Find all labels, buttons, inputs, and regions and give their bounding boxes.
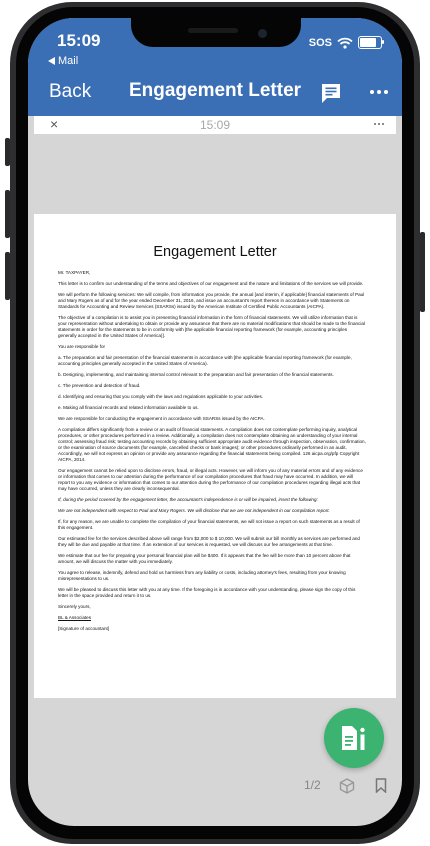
document-paragraph: A compilation differs significantly from a review or an audit of financial statements. A compilation does not contemplate performing inquiry, analytical procedures, or other procedures performed in a review. Additionally, a compilation does not contemplate obtaining an understanding of your internal control; assessing fraud risk; testing accounting records by obtaining sufficient appropriate audit evidence through inspection, observation, confirmation, or the examination of source documents (for example, cancelled checks or bank images); or other procedures ordinarily performed in an audit. Accordingly, we will not express an opinion or provide any assurance regarding the financial statements being compiled. 126 aicpa.org/pfp Copyright AICPA, 2014. (58, 427, 366, 462)
close-icon[interactable]: × (50, 116, 59, 132)
document-paragraph: We will be pleased to discuss this letter with you at any time. If the foregoing is in accordance with your understanding, please sign the copy of this letter in the space provided and return it to us. (58, 587, 356, 598)
power-button (420, 232, 425, 312)
viewer-time: 15:09 (199, 118, 231, 132)
back-to-mail-link[interactable] (48, 55, 78, 67)
viewer-more-icon[interactable] (374, 123, 384, 125)
document-paragraph: You are responsible for (58, 344, 106, 349)
front-camera (258, 29, 267, 38)
back-app-label: Mail (58, 55, 79, 67)
back-triangle-icon (48, 57, 55, 65)
page-indicator: 1/2 (304, 778, 321, 792)
volume-down-button (5, 252, 10, 300)
battery-icon (358, 36, 382, 49)
document-paragraph: d. Identifying and ensuring that you comply with the laws and regulations applicable to your activities. (58, 394, 264, 399)
document-title: Engagement Letter (153, 244, 277, 260)
document-paragraph: c. The prevention and detection of fraud. (58, 383, 141, 388)
more-horizontal-icon[interactable] (370, 90, 388, 94)
document-paragraph: Our engagement cannot be relied upon to disclose errors, fraud, or illegal acts. However, we will inform you of any material errors and of any evidence or information that comes to our attention during the performance of our compilation procedures that fraud may have occurred. In addition, we will report to you any evidence or information that comes to our attention during the performance of our compilation procedures regarding illegal acts that may have occurred, unless they are clearly inconsequential. (58, 468, 363, 491)
document-paragraph: Mr. TAXPAYER, (58, 270, 91, 275)
document-body (58, 270, 366, 637)
document-paragraph: We estimate that our fee for preparing your personal financial plan will be $400. If it appears that the fee will be more than 10 percent above that amount, we will discuss the matter with you immediately. (58, 553, 351, 564)
cube-icon[interactable] (339, 778, 355, 794)
volume-up-button (5, 190, 10, 238)
document-paragraph: The objective of a compilation is to assist you in presenting financial information in the form of financial statements. We will utilize information that is your representation without undertaking to obtain or provide any assurance that there are no material modifications that should be made to the financial statements in order for the statements to be in conformity with [the applicable financial reporting framework (for example, accounting principles generally accepted in the United States of America)]. (58, 315, 365, 338)
status-time: 15:09 (57, 31, 101, 50)
back-button[interactable]: Back (49, 81, 92, 102)
wifi-icon (337, 37, 353, 49)
document-paragraph: We are not independent with respect to Paul and Mary Rogers. We will disclose that we are not independent in our compilation report. (58, 508, 330, 513)
screen (28, 18, 402, 826)
mute-switch (5, 138, 10, 166)
document-info-button[interactable] (324, 708, 384, 768)
document-paragraph: BL & Associates (58, 615, 92, 620)
document-paragraph: If, during the period covered by the engagement letter, the accountant's independence is or will be impaired, insert the following: (58, 497, 318, 502)
document-paragraph: This letter is to confirm our understanding of the terms and objectives of our engagement and the nature and limitations of the services we will provide. (58, 281, 364, 286)
document-paragraph: If, for any reason, we are unable to complete the compilation of your financial statements, we will not issue a report on such statements as a result of this engagement. (58, 519, 360, 530)
bookmark-icon[interactable] (375, 778, 387, 793)
document-paragraph: a. The preparation and fair presentation of the financial statements in accordance with [the applicable financial reporting framework (for example, accounting principles generally accepted in the United States of America). (58, 355, 352, 366)
document-paragraph: [Signature of accountant] (58, 626, 110, 631)
speaker (188, 28, 238, 33)
document-paragraph: e. Making all financial records and related information available to us. (58, 405, 199, 410)
document-paragraph: Our estimated fee for the services described above will range from $2,000 to $ 10,000. We will submit our bill monthly as services are performed and they will be due and payable at that time. If an extension of our services is requested, we will discuss our fee arrangements at that time. (58, 536, 360, 547)
page-title: Engagement Letter (128, 80, 302, 101)
document-info-icon (340, 725, 368, 751)
network-status: SOS (308, 36, 332, 49)
document-paragraph: b. Designing, implementing, and maintaining internal control relevant to the preparation and fair presentation of the financial statements. (58, 372, 334, 377)
document-paragraph: We will perform the following services: We will compile, from information you provide, the annual [and interim, if applicable] financial statements of Paul and Mary Rogers as of and for the year ended December 31, 2016, and issue an accountant's report thereon in accordance with Statements on Standards for Accounting and Review Services (SSARSs) issued by the American Institute of Certified Public Accountants (AICPA). (58, 292, 365, 309)
document-paragraph: Sincerely yours, (58, 604, 91, 609)
chat-bubble-icon[interactable] (320, 82, 342, 104)
document-paragraph: We are responsible for conducting the engagement in accordance with SSARSs issued by the AICPA. (58, 416, 265, 421)
status-icons (309, 36, 382, 49)
viewer-toolbar (34, 116, 396, 134)
document-paragraph: You agree to release, indemnify, defend and hold us harmless from any liability or costs, including attorney's fees, resulting from your knowing misrepresentations to us. (58, 570, 346, 581)
document-page[interactable] (34, 214, 396, 698)
